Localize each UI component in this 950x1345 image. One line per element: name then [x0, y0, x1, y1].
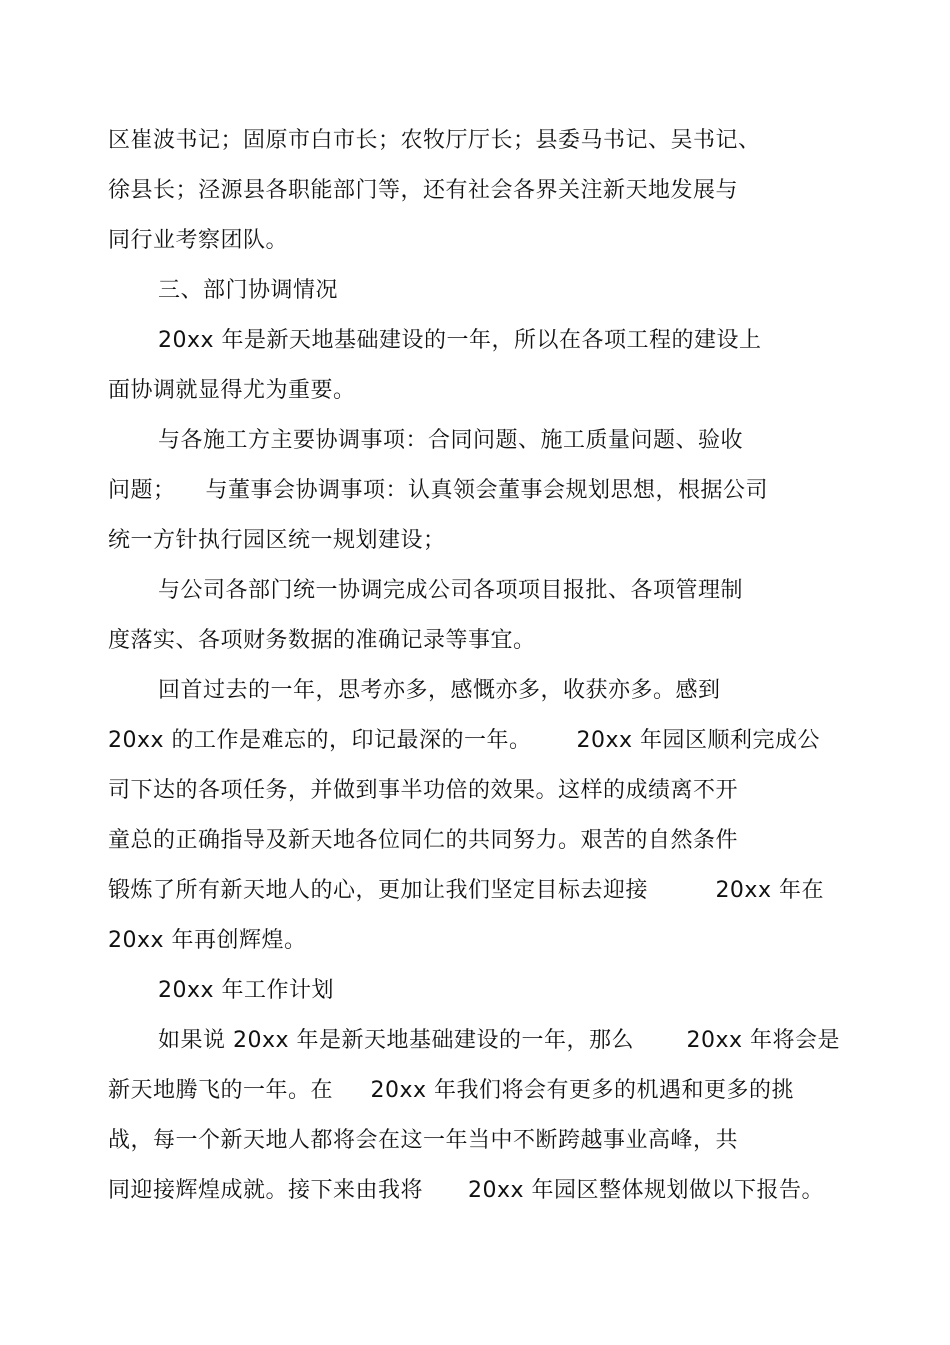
text-line: 童总的正确指导及新天地各位同仁的共同努力。艰苦的自然条件 — [108, 828, 739, 853]
text-line: 司下达的各项任务，并做到事半功倍的效果。这样的成绩离不开 — [108, 778, 739, 803]
section-heading: 三、部门协调情况 — [158, 278, 339, 303]
text-line: 统一方针执行园区统一规划建设； — [108, 528, 446, 553]
text-line: 锻炼了所有新天地人的心，更加让我们坚定目标去迎接 20xx 年在 — [108, 878, 824, 903]
text-line: 如果说 20xx 年是新天地基础建设的一年，那么 20xx 年将会是 — [158, 1028, 840, 1053]
text-line: 20xx 的工作是难忘的，印记最深的一年。 20xx 年园区顺利完成公 — [108, 728, 821, 753]
text-line: 新天地腾飞的一年。在 20xx 年我们将会有更多的机遇和更多的挑 — [108, 1078, 794, 1103]
text-line: 20xx 年是新天地基础建设的一年，所以在各项工程的建设上 — [158, 328, 762, 353]
text-line: 同行业考察团队。 — [108, 228, 289, 253]
text-line: 同迎接辉煌成就。接下来由我将 20xx 年园区整体规划做以下报告。 — [108, 1178, 824, 1203]
text-line: 战，每一个新天地人都将会在这一年当中不断跨越事业高峰，共 — [108, 1128, 739, 1153]
text-line: 20xx 年再创辉煌。 — [108, 928, 307, 953]
text-line: 度落实、各项财务数据的准确记录等事宜。 — [108, 628, 536, 653]
text-line: 徐县长；泾源县各职能部门等，还有社会各界关注新天地发展与 — [108, 178, 739, 203]
text-line: 区崔波书记；固原市白市长；农牧厅厅长；县委马书记、吴书记、 — [108, 128, 761, 153]
text-line: 回首过去的一年，思考亦多，感慨亦多，收获亦多。感到 — [158, 678, 721, 703]
text-line: 与公司各部门统一协调完成公司各项项目报批、各项管理制 — [158, 578, 744, 603]
section-heading: 20xx 年工作计划 — [158, 978, 335, 1003]
text-line: 问题； 与董事会协调事项：认真领会董事会规划思想，根据公司 — [108, 478, 768, 503]
text-line: 面协调就显得尤为重要。 — [108, 378, 356, 403]
text-line: 与各施工方主要协调事项：合同问题、施工质量问题、验收 — [158, 428, 744, 453]
